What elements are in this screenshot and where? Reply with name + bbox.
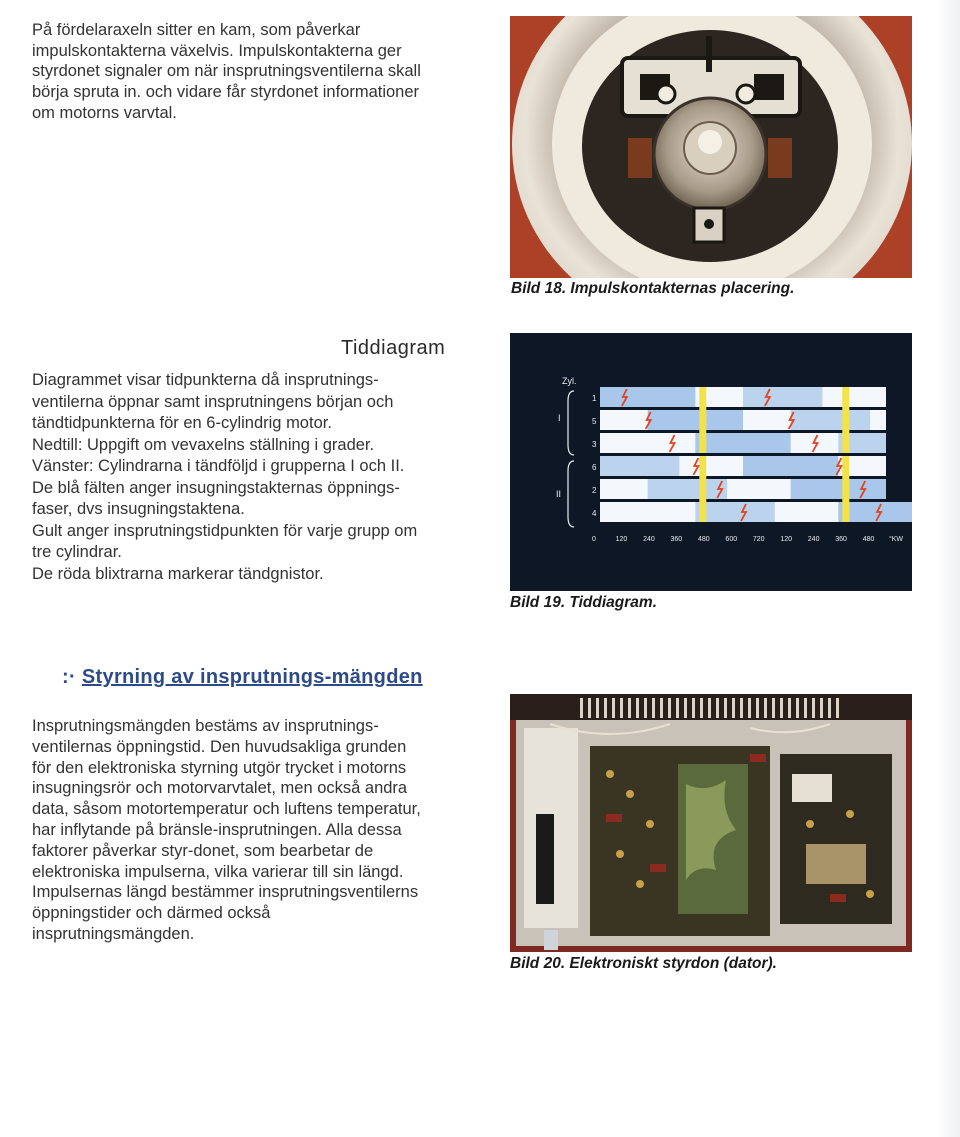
intake-phase-bar xyxy=(838,502,912,522)
section-line: insprutningsmängden. xyxy=(32,924,195,943)
x-tick-label: 480 xyxy=(862,536,875,543)
injection-marker xyxy=(842,456,849,522)
tiddiagram-line: tre cylindrar. xyxy=(32,543,122,561)
intro-line: om motorns varvtal. xyxy=(32,103,177,122)
intake-phase-bar xyxy=(695,433,790,453)
intake-phase-bar xyxy=(695,502,774,522)
page-edge-shadow xyxy=(936,0,960,1137)
intake-phase-bar xyxy=(743,456,838,476)
injection-marker xyxy=(699,387,706,453)
cylinder-label: 6 xyxy=(592,463,597,472)
timing-diagram xyxy=(510,333,912,591)
cylinder-label: 5 xyxy=(592,417,597,426)
intake-phase-bar xyxy=(743,387,822,407)
cylinder-row xyxy=(592,479,886,499)
injection-marker xyxy=(842,387,849,453)
cylinder-label: 2 xyxy=(592,486,597,495)
cylinder-row xyxy=(592,502,912,522)
x-tick-label: 720 xyxy=(752,536,765,543)
section-line: för den elektroniska styrning utgör trycket i motorns xyxy=(32,758,407,777)
x-tick-label: 360 xyxy=(835,536,847,543)
figure-20-photo xyxy=(510,694,912,952)
x-tick-label: °KW xyxy=(888,536,904,543)
tiddiagram-line: tändtidpunkterna för en 6-cylindrig motor. xyxy=(32,414,332,432)
section-paragraph xyxy=(32,716,421,945)
intro-line: På fördelaraxeln sitter en kam, som påverkar xyxy=(32,21,361,39)
section-heading xyxy=(62,666,423,689)
section-line: Insprutningsmängden bestäms av insprutnings- xyxy=(32,717,379,735)
section-line: faktorer påverkar styr-donet, som bearbetar de xyxy=(32,841,374,860)
cylinder-label: 1 xyxy=(592,394,597,403)
x-tick-label: 120 xyxy=(615,536,628,543)
cylinder-label: 4 xyxy=(592,509,597,518)
tiddiagram-line: Vänster: Cylindrarna i tändföljd i grupperna I och II. xyxy=(32,457,405,475)
tiddiagram-text xyxy=(32,370,417,585)
section-line: elektroniska impulserna, vilka varierar till sin längd. xyxy=(32,862,404,881)
intake-phase-bar xyxy=(648,479,727,499)
figure-19-caption: Bild 19. Tiddiagram. xyxy=(510,594,658,611)
cylinder-label: 3 xyxy=(592,440,597,449)
intro-paragraph xyxy=(32,20,421,124)
section-line: insugningsrör och motorvarvtalet, men också andra xyxy=(32,779,408,798)
cylinder-row xyxy=(592,387,886,407)
section-line: data, såsom motortemperatur och luftens temperatur, xyxy=(32,800,421,819)
intro-line: börja spruta in. och vidare får styrdonet informationer xyxy=(32,83,420,102)
figure-20-caption: Bild 20. Elektroniskt styrdon (dator). xyxy=(510,955,777,972)
figure-19-diagram xyxy=(510,333,912,591)
x-tick-label: 360 xyxy=(670,536,683,543)
tiddiagram-line: faser, dvs insugningstaktena. xyxy=(32,500,245,518)
group-label: II xyxy=(556,489,562,499)
tiddiagram-line: Nedtill: Uppgift om vevaxelns ställning i grader. xyxy=(32,435,375,454)
intake-phase-bar xyxy=(791,410,870,430)
intake-phase-bar xyxy=(600,387,695,407)
intake-phase-bar xyxy=(648,410,743,430)
tiddiagram-line: Diagrammet visar tidpunkterna då insprutnings- xyxy=(32,371,379,389)
zyl-label: Zyl. xyxy=(562,376,577,386)
figure-18-caption: Bild 18. Impulskontakternas placering. xyxy=(511,280,795,297)
tiddiagram-line: De röda blixtrarna markerar tändgnistor. xyxy=(32,564,324,583)
intro-line: impulskontakterna växelvis. Impulskontakterna ger xyxy=(32,41,402,60)
cylinder-row xyxy=(592,433,886,453)
section-line: ventilernas öppningstid. Den huvudsakliga grunden xyxy=(32,737,407,756)
x-tick-label: 240 xyxy=(643,536,655,543)
x-tick-label: 480 xyxy=(697,536,710,543)
x-tick-label: 600 xyxy=(725,536,738,543)
tiddiagram-line: Gult anger insprutningstidpunkten för varje grupp om xyxy=(32,521,418,540)
intake-phase-bar xyxy=(600,456,679,476)
section-line: Impulsernas längd bestämmer insprutningsventilerns xyxy=(32,883,419,902)
intro-line: styrdonet signaler om när insprutningsventilerna skall xyxy=(32,62,421,81)
tiddiagram-line: De blå fälten anger insugningstakternas öppnings- xyxy=(32,478,400,497)
intake-phase-bar xyxy=(791,479,886,499)
tiddiagram-line: ventilerna öppnar samt insprutningens början och xyxy=(32,392,394,411)
section-heading-text: Styrning av insprutnings-mängden xyxy=(81,666,423,688)
tiddiagram-heading: Tiddiagram xyxy=(341,337,446,359)
distributor-illustration xyxy=(510,16,912,278)
group-label: I xyxy=(558,413,561,423)
ecu-illustration xyxy=(510,694,912,952)
x-tick-label: 120 xyxy=(780,536,793,543)
section-line: har inflytande på bränsle-insprutningen. Alla dessa xyxy=(32,820,402,839)
cylinder-row xyxy=(592,410,886,430)
injection-marker xyxy=(699,456,706,522)
x-tick-label: 0 xyxy=(592,536,596,543)
section-line: öppningstider och därmed också xyxy=(32,904,271,923)
figure-18-photo xyxy=(510,16,912,278)
section-bullet: :· xyxy=(62,666,76,688)
x-tick-label: 240 xyxy=(807,536,820,543)
